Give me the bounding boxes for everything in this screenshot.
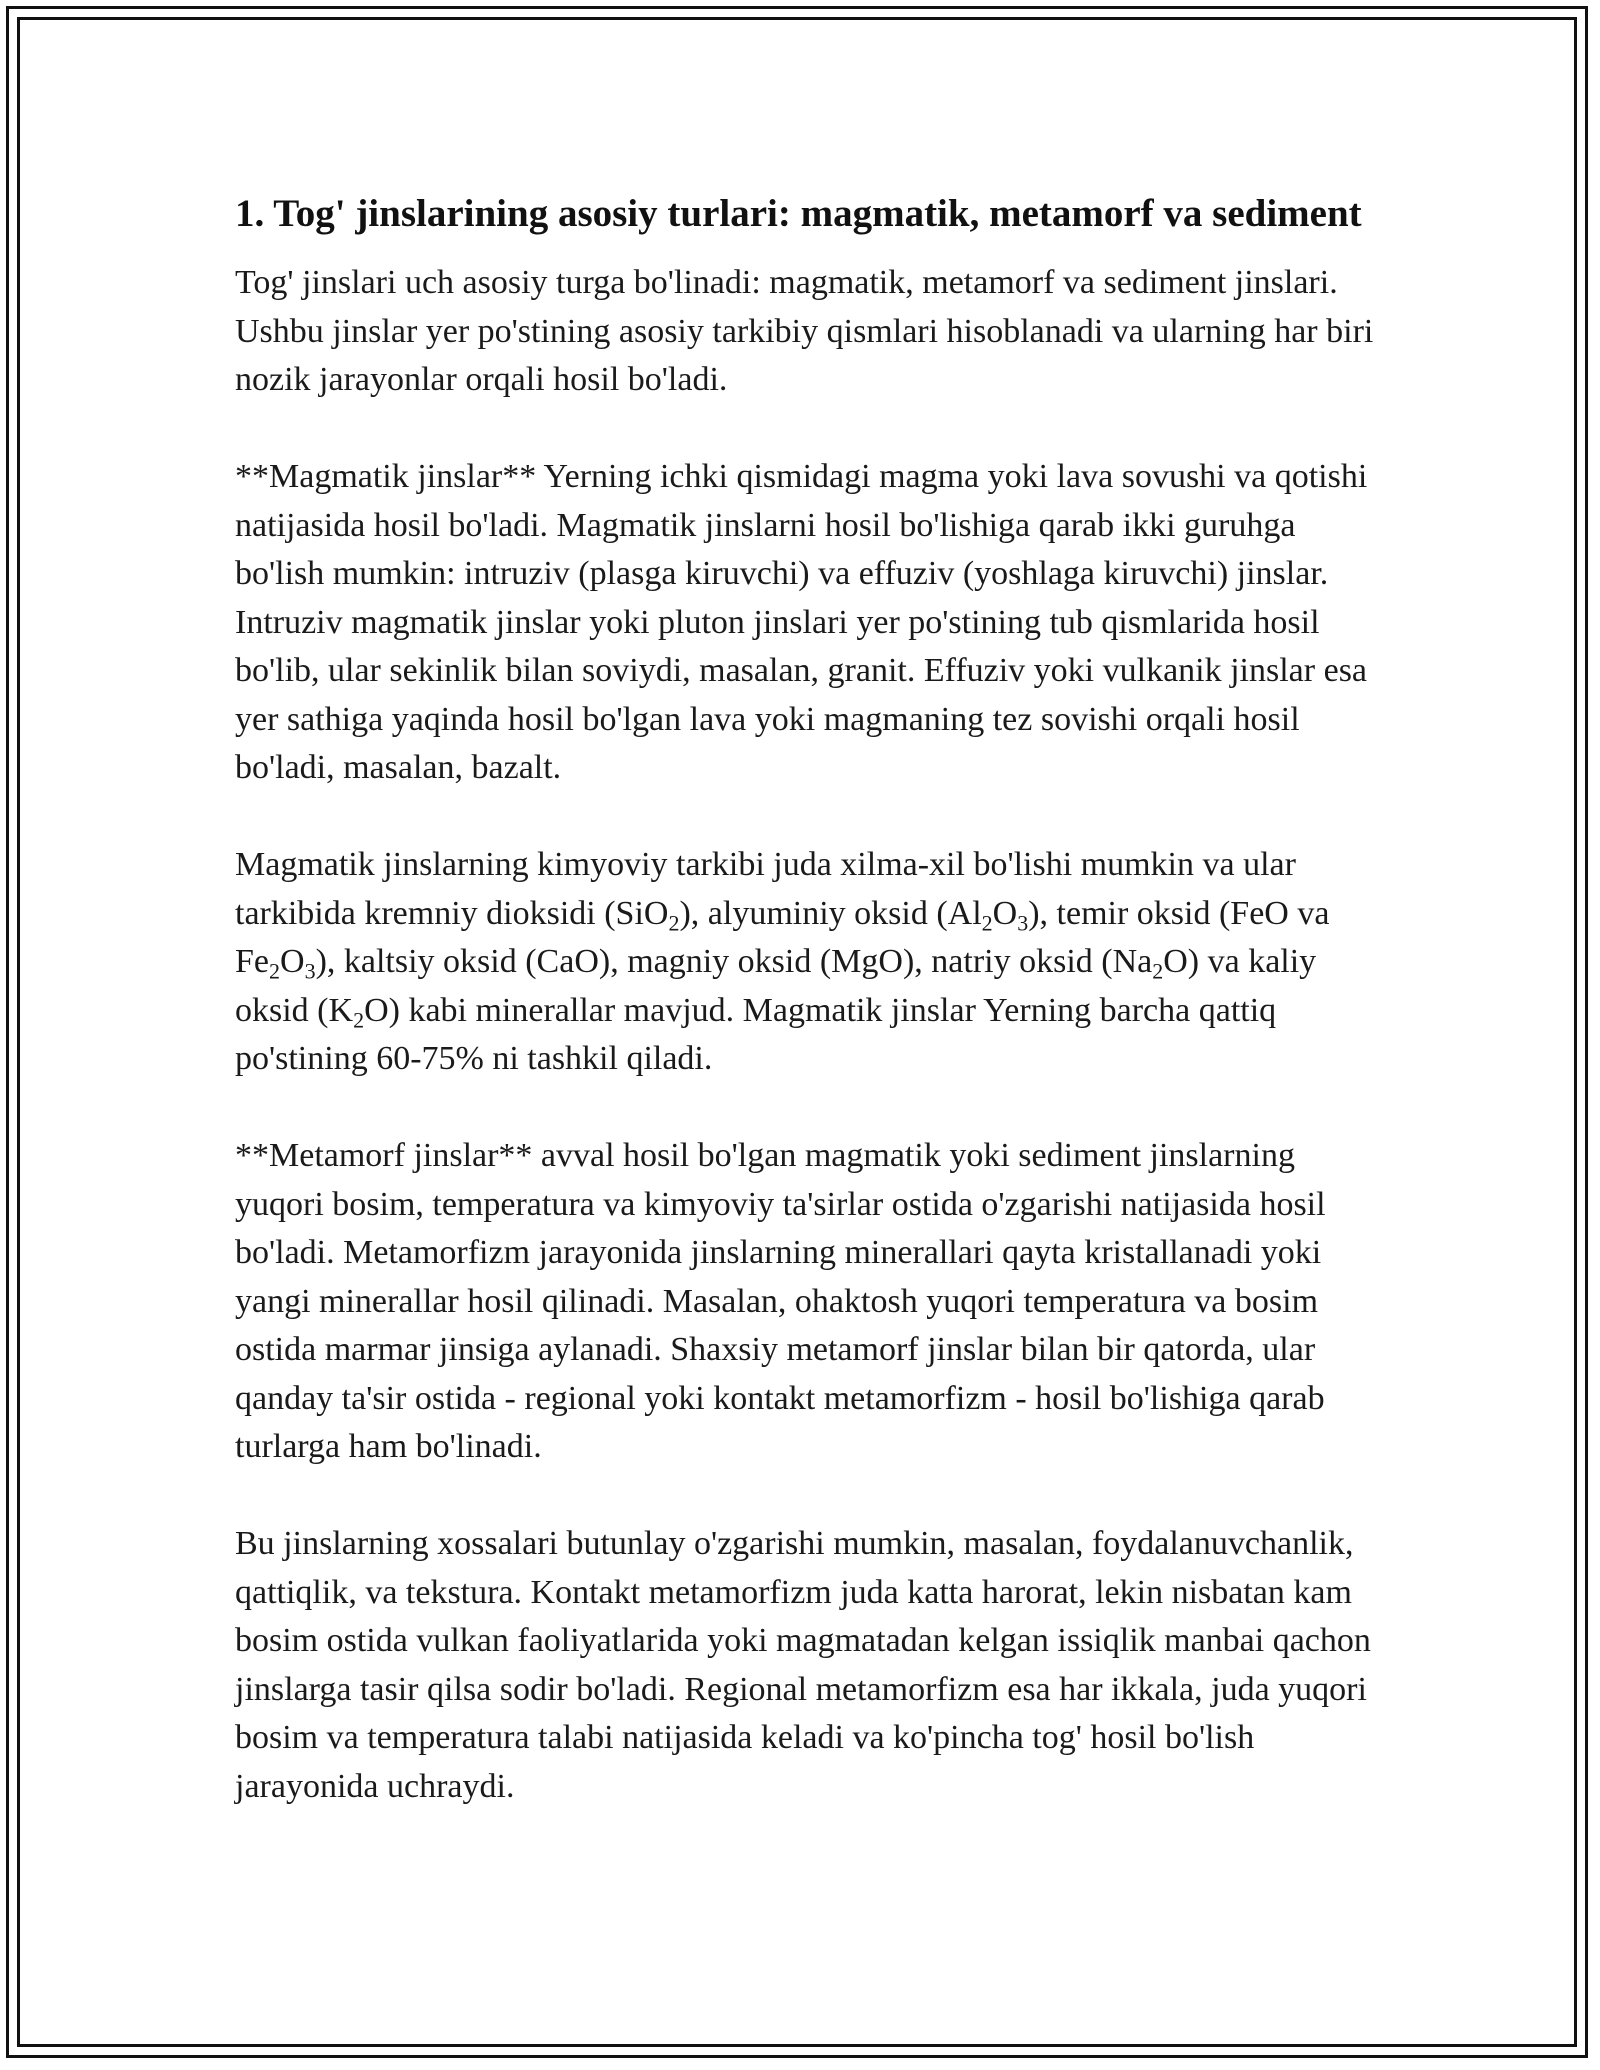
- subscript: 3: [1017, 910, 1029, 936]
- subscript: 2: [1152, 958, 1164, 984]
- subscript: 2: [668, 910, 680, 936]
- text-segment: ), temir oksid (FeO va Fe: [235, 894, 1330, 980]
- subscript: 2: [353, 1007, 365, 1033]
- subscript: 2: [269, 958, 280, 984]
- paragraph-magmatic: **Magmatik jinslar** Yerning ichki qismidagi magma yoki lava sovushi va qotishi natijasida hosil bo'ladi. Magmatik jinslarni hosil bo'lishiga qarab ikki guruhga bo'lish mumkin: intruziv (plasga kiruvchi) va effuziv (yoshlaga kiruvchi) jinslar. Intruziv magmatik jinslar yoki pluton jinslari yer po'stining tub qismlarida hosil bo'lib, ular sekinlik bilan soviydi, masalan, granit. Effuziv yoki vulkanik jinslar esa yer sathiga yaqinda hosil bo'lgan lava yoki magmaning tez sovishi orqali hosil bo'ladi, masalan, bazalt.: [235, 458, 1368, 786]
- paragraph-chemical-composition: [235, 841, 1375, 1084]
- text-segment: ), alyuminiy oksid (Al: [679, 894, 982, 932]
- text-segment: O) kabi minerallar mavjud. Magmatik jinslar Yerning barcha qattiq po'stining 60-75% ni tashkil qiladi.: [235, 991, 1277, 1077]
- subscript: 3: [304, 958, 316, 984]
- document-content: [235, 186, 1375, 1811]
- text-segment: O: [992, 894, 1018, 932]
- text-segment: ), kaltsiy oksid (CaO), magniy oksid (MgO), natriy oksid (Na: [315, 943, 1153, 980]
- paragraph-intro: Tog' jinslari uch asosiy turga bo'linadi: magmatik, metamorf va sediment jinslari. Ushbu jinslar yer po'stining asosiy tarkibiy qismlari hisoblanadi va ularning har biri nozik jarayonlar orqali hosil bo'ladi.: [235, 264, 1374, 398]
- text-segment: Magmatik jinslarning kimyoviy tarkibi juda xilma-xil bo'lishi mumkin va ular tarkibida kremniy dioksidi (SiO: [235, 846, 1296, 932]
- subscript: 2: [981, 910, 993, 936]
- paragraph-metamorphism-types: Bu jinslarning xossalari butunlay o'zgarishi mumkin, masalan, foydalanuvchanlik, qattiqlik, va tekstura. Kontakt metamorfizm juda katta harorat, lekin nisbatan kam bosim ostida vulkan faoliyatlarida yoki magmatadan kelgan issiqlik manbai qachon jinslarga tasir qilsa sodir bo'ladi. Regional metamorfizm esa har ikkala, juda yuqori bosim va temperatura talabi natijasida keladi va ko'pincha tog' hosil bo'lish jarayonida uchraydi.: [235, 1525, 1371, 1805]
- text-segment: O: [280, 943, 305, 980]
- text-segment: O) va kaliy oksid (K: [235, 943, 1317, 1029]
- section-heading: 1. Tog' jinslarining asosiy turlari: magmatik, metamorf va sediment: [235, 192, 1362, 235]
- paragraph-metamorphic: **Metamorf jinslar** avval hosil bo'lgan magmatik yoki sediment jinslarning yuqori bosim, temperatura va kimyoviy ta'sirlar ostida o'zgarishi natijasida hosil bo'ladi. Metamorfizm jarayonida jinslarning minerallari qayta kristallanadi yoki yangi minerallar hosil qilinadi. Masalan, ohaktosh yuqori temperatura va bosim ostida marmar jinsiga aylanadi. Shaxsiy metamorf jinslar bilan bir qatorda, ular qanday ta'sir ostida - regional yoki kontakt metamorfizm - hosil bo'lishiga qarab turlarga ham bo'linadi.: [235, 1137, 1326, 1465]
